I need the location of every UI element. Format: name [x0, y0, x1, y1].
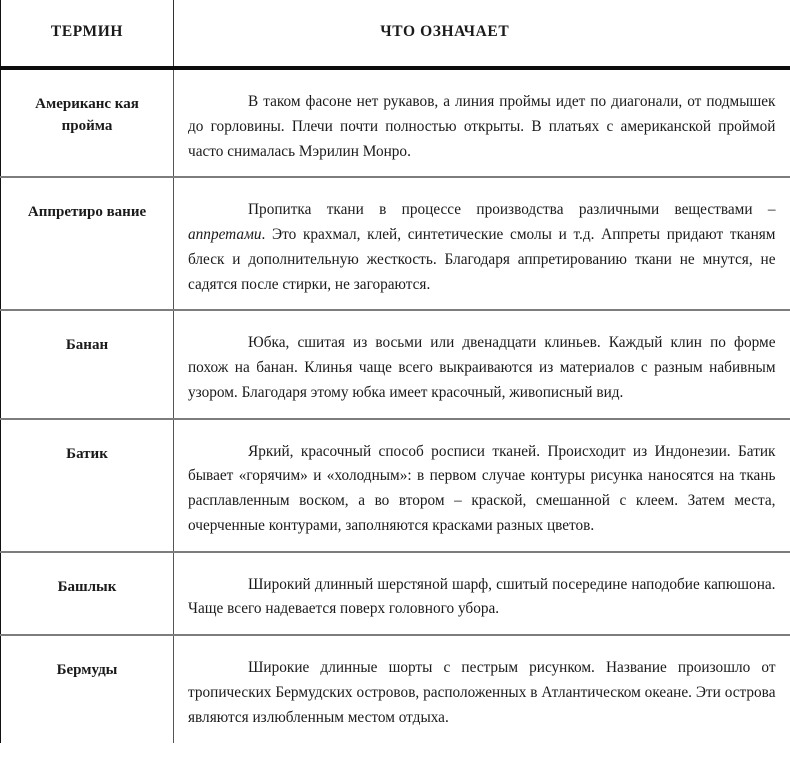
- meaning-cell: [174, 419, 790, 552]
- table-row: [1, 310, 790, 418]
- meaning-text: [188, 440, 776, 539]
- table-row: [1, 635, 790, 742]
- meaning-text: [188, 573, 776, 623]
- meaning-cell: [174, 310, 790, 418]
- table-body: [1, 68, 790, 743]
- column-header-meaning: [174, 0, 790, 68]
- term-cell: [1, 68, 174, 177]
- meaning-cell: [174, 635, 790, 742]
- term-label: Аппретиро вание: [27, 204, 147, 221]
- meaning-fragment: В таком фасоне нет рукавов, а линия проймы идет по диагонали, от подмышек до горловины. Плечи почти полностью открыты. В платьях с американской проймой часто снималась Мэрилин Монро.: [188, 93, 776, 160]
- term-label: Банан: [65, 337, 109, 354]
- table-header: [1, 0, 790, 68]
- term-label: Бермуды: [56, 662, 118, 679]
- meaning-cell: [174, 552, 790, 636]
- column-header-term-label: ТЕРМИН: [50, 23, 124, 40]
- meaning-fragment: . Это крахмал, клей, синтетические смолы и т.д. Аппреты придают тканям блеск и дополнительную жесткость. Благодаря аппретированию ткани не мнутся, не садятся после стирки, не загораются.: [188, 226, 776, 293]
- table-row: [1, 552, 790, 636]
- term-cell: [1, 635, 174, 742]
- meaning-text: [188, 656, 776, 730]
- term-label: Батик: [66, 445, 108, 462]
- term-cell: [1, 552, 174, 636]
- table-row: [1, 68, 790, 177]
- meaning-fragment: Широкие длинные шорты с пестрым рисунком. Название произошло от тропических Бермудских островов, расположенных в Атлантическом океане. Эти острова являются излюбленным местом отдыха.: [188, 659, 776, 726]
- column-header-meaning-label: ЧТО ОЗНАЧАЕТ: [380, 23, 510, 40]
- column-header-term: [1, 0, 174, 68]
- meaning-fragment: Юбка, сшитая из восьми или двенадцати клиньев. Каждый клин по форме похож на банан. Клинья чаще всего выкраиваются из материалов с разным набивным узором. Благодаря этому юбка имеет красочный, живописный вид.: [188, 334, 776, 401]
- meaning-fragment: Пропитка ткани в процессе производства различными веществами –: [248, 201, 776, 219]
- meaning-fragment: Яркий, красочный способ росписи тканей. Происходит из Индонезии. Батик бывает «горячим» и «холодным»: в первом случае контуры рисунка наносятся на ткань расплавленным воском, а во втором – краской, смешанной с клеем. Затем места, очерченные контурами, заполняются красками разных цветов.: [188, 442, 776, 534]
- meaning-text: [188, 90, 776, 164]
- term-label: Американс кая пройма: [35, 96, 139, 134]
- meaning-text: [188, 198, 776, 297]
- emphasis-term: аппретами: [188, 226, 262, 244]
- meaning-cell: [174, 177, 790, 310]
- table-row: [1, 419, 790, 552]
- meaning-fragment: Широкий длинный шерстяной шарф, сшитый посередине наподобие капюшона. Чаще всего надевается поверх головного убора.: [188, 575, 776, 618]
- header-row: [1, 0, 790, 68]
- meaning-text: [188, 331, 776, 405]
- term-label: Башлык: [57, 578, 117, 595]
- term-cell: [1, 419, 174, 552]
- table-row: [1, 177, 790, 310]
- meaning-cell: [174, 68, 790, 177]
- term-cell: [1, 310, 174, 418]
- term-cell: [1, 177, 174, 310]
